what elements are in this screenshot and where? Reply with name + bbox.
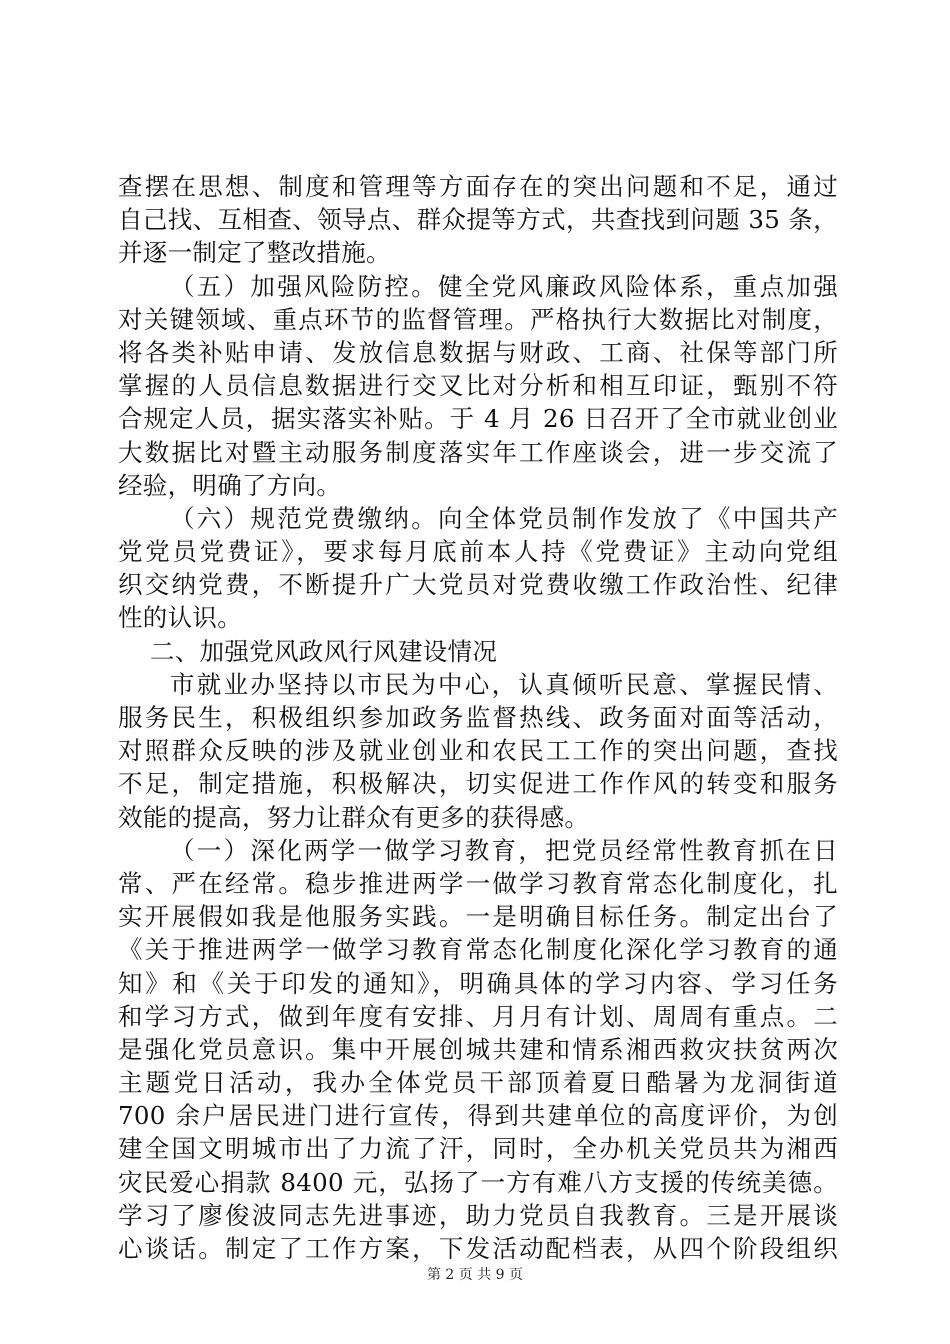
- body-line: 对照群众反映的涉及就业创业和农民工工作的突出问题，查找: [118, 736, 838, 766]
- page-number-footer: 第 2 页 共 9 页: [426, 1267, 524, 1283]
- body-line: 织交纳党费，不断提升广大党员对党费收缴工作政治性、纪律: [118, 570, 838, 600]
- subsection-1-heading-line: （一）深化两学一做学习教育，把党员经常性教育抓在日: [170, 835, 838, 865]
- section-6-heading-line: （六）规范党费缴纳。向全体党员制作发放了《中国共产: [170, 503, 838, 533]
- body-line: 合规定人员，据实落实补贴。于 4 月 26 日召开了全市就业创业: [118, 404, 838, 434]
- body-line: 将各类补贴申请、发放信息数据与财政、工商、社保等部门所: [118, 337, 838, 367]
- body-line: 知》和《关于印发的通知》，明确具体的学习内容、学习任务: [118, 968, 838, 998]
- body-line: 查摆在思想、制度和管理等方面存在的突出问题和不足，通过: [118, 172, 838, 201]
- body-line: 对关键领域、重点环节的监督管理。严格执行大数据比对制度，: [118, 304, 838, 334]
- body-line: 掌握的人员信息数据进行交叉比对分析和相互印证，甄别不符: [118, 371, 838, 401]
- document-body: [118, 170, 838, 1265]
- body-line: 市就业办坚持以市民为中心，认真倾听民意、掌握民情、: [170, 669, 838, 699]
- body-line: 是强化党员意识。集中开展创城共建和情系湘西救灾扶贫两次: [118, 1034, 838, 1064]
- body-line: 主题党日活动，我办全体党员干部顶着夏日酷暑为龙洞街道: [118, 1068, 838, 1098]
- body-line: 实开展假如我是他服务实践。一是明确目标任务。制定出台了: [118, 902, 838, 932]
- section-heading: 二、加强党风政风行风建设情况: [150, 636, 498, 666]
- body-line: 效能的提高，努力让群众有更多的获得感。: [118, 802, 590, 832]
- body-line: 并逐一制定了整改措施。: [118, 238, 391, 268]
- body-line: 和学习方式，做到年度有安排、月月有计划、周周有重点。二: [118, 1001, 838, 1031]
- body-line: 服务民生，积极组织参加政务监督热线、政务面对面等活动，: [118, 703, 838, 732]
- body-line: 建全国文明城市出了力流了汗，同时，全办机关党员共为湘西: [118, 1134, 838, 1164]
- body-line: 党党员党费证》，要求每月底前本人持《党费证》主动向党组: [118, 537, 838, 567]
- body-line: 自己找、互相查、领导点、群众提等方式，共查找到问题 35 条，: [118, 205, 838, 235]
- body-line: 常、严在经常。稳步推进两学一做学习教育常态化制度化，扎: [118, 868, 838, 898]
- body-line: 心谈话。制定了工作方案，下发活动配档表，从四个阶段组织: [118, 1234, 838, 1263]
- body-line: 经验，明确了方向。: [118, 470, 342, 500]
- section-5-heading-line: （五）加强风险防控。健全党风廉政风险体系，重点加强: [170, 271, 838, 301]
- body-line: 学习了廖俊波同志先进事迹，助力党员自我教育。三是开展谈: [118, 1200, 838, 1230]
- body-line: 性的认识。: [118, 603, 242, 633]
- body-line: 不足，制定措施，积极解决，切实促进工作作风的转变和服务: [118, 769, 838, 799]
- body-line: 大数据比对暨主动服务制度落实年工作座谈会，进一步交流了: [118, 437, 838, 467]
- body-line: 700 余户居民进门进行宣传，得到共建单位的高度评价，为创: [118, 1101, 838, 1131]
- body-line: 《关于推进两学一做学习教育常态化制度化深化学习教育的通: [118, 935, 838, 965]
- body-line: 灾民爱心捐款 8400 元，弘扬了一方有难八方支援的传统美德。: [118, 1167, 838, 1197]
